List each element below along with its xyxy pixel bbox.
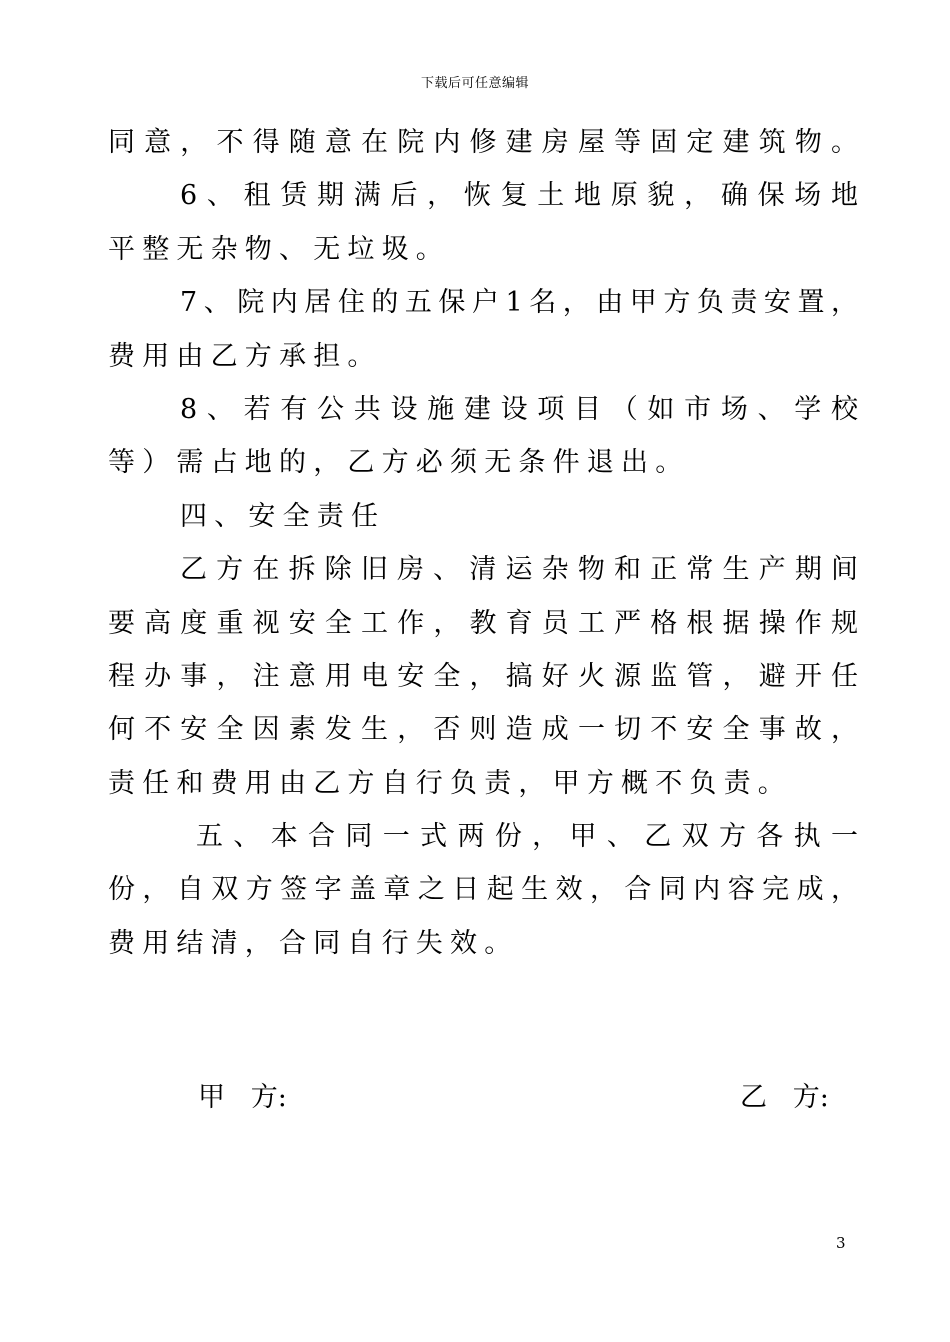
body-line: 平整无杂物、无垃圾。: [108, 233, 450, 265]
body-line: 要高度重视安全工作，教育员工严格根据操作规: [108, 607, 858, 639]
body-line: 8、若有公共设施建设项目（如市场、学校: [180, 393, 858, 425]
party-a-signature-label: 甲 方:: [198, 1082, 287, 1113]
body-line: 同意，不得随意在院内修建房屋等固定建筑物。: [108, 127, 858, 158]
body-line: 费用由乙方承担。: [108, 340, 382, 372]
body-line: 五、本合同一式两份，甲、乙双方各执一: [196, 821, 858, 853]
body-line: 6、租赁期满后，恢复土地原貌，确保场地: [180, 180, 858, 212]
body-line: 份，自双方签字盖章之日起生效，合同内容完成，: [108, 874, 858, 906]
party-b-signature-label: 乙 方:: [740, 1082, 829, 1113]
section-heading: 四、安全责任: [180, 500, 386, 532]
document-body: [108, 116, 858, 970]
body-line: 何不安全因素发生，否则造成一切不安全事故，: [108, 714, 858, 746]
body-line: 7、院内居住的五保户1名，由甲方负责安置，: [180, 287, 858, 319]
body-line: 程办事，注意用电安全，搞好火源监管，避开任: [108, 660, 858, 692]
body-line: 乙方在拆除旧房、清运杂物和正常生产期间: [180, 554, 858, 586]
signature-row: [0, 1078, 950, 1118]
body-line: 费用结清，合同自行失效。: [108, 927, 519, 959]
page-header: 下载后可任意编辑: [420, 76, 529, 91]
body-line: 等）需占地的，乙方必须无条件退出。: [108, 447, 690, 479]
body-line: 责任和费用由乙方自行负责，甲方概不负责。: [108, 767, 792, 799]
page-number: 3: [836, 1234, 846, 1252]
